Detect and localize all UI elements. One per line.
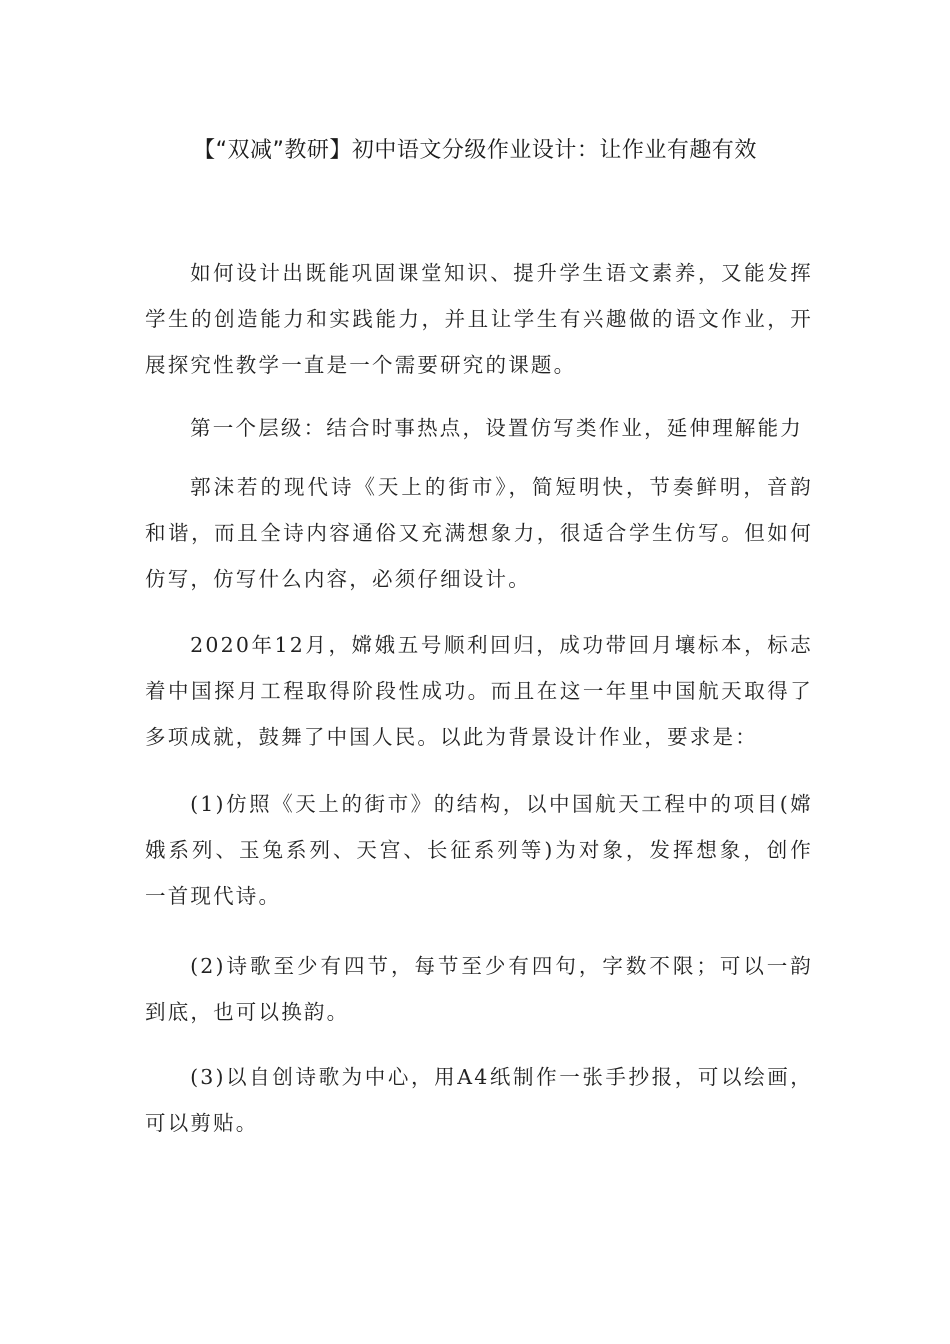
document-title: 【“双减”教研】初中语文分级作业设计：让作业有趣有效 [193, 138, 757, 163]
paragraph-poem-description: 郭沫若的现代诗《天上的街市》，简短明快，节奏鲜明，音韵和谐，而且全诗内容通俗又充满想象力，很适合学生仿写。但如何仿写，仿写什么内容，必须仔细设计。 [145, 475, 813, 591]
paragraph-requirement-1: (1)仿照《天上的街市》的结构，以中国航天工程中的项目(嫦娥系列、玉兔系列、天宫、长征系列等)为对象，发挥想象，创作一首现代诗。 [145, 792, 813, 908]
paragraph-background: 2020年12月，嫦娥五号顺利回归，成功带回月壤标本，标志着中国探月工程取得阶段性成功。而且在这一年里中国航天取得了多项成就，鼓舞了中国人民。以此为背景设计作业，要求是： [145, 633, 813, 749]
paragraph-requirement-3: (3)以自创诗歌为中心，用A4纸制作一张手抄报，可以绘画，可以剪贴。 [145, 1065, 813, 1135]
paragraph-level-one-heading: 第一个层级：结合时事热点，设置仿写类作业，延伸理解能力 [190, 416, 803, 440]
paragraph-requirement-2: (2)诗歌至少有四节，每节至少有四句，字数不限；可以一韵到底，也可以换韵。 [145, 954, 813, 1024]
paragraph-intro: 如何设计出既能巩固课堂知识、提升学生语文素养，又能发挥学生的创造能力和实践能力，并且让学生有兴趣做的语文作业，开展探究性教学一直是一个需要研究的课题。 [145, 261, 813, 377]
